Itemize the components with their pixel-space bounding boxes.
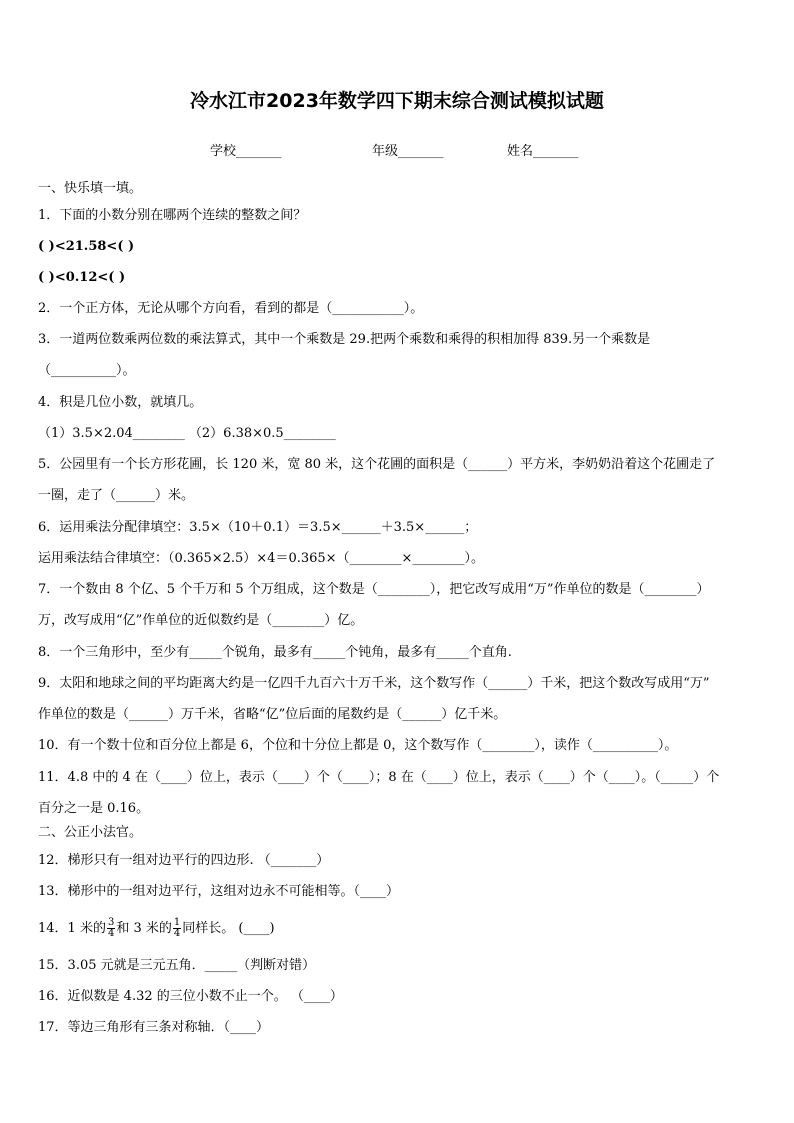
question-12: 12．梯形只有一组对边平行的四边形. （_______） [38, 853, 330, 868]
fraction-one-quarter [173, 918, 181, 939]
page-title: 冷水江市2023年数学四下期末综合测试模拟试题 [190, 90, 604, 112]
question-11: 11．4.8 中的 4 在（____）位上，表示（____）个（____）；8 在（____）位上，表示（____）个（____）。（_____）个 [38, 770, 720, 785]
fraction-three-quarters [107, 918, 115, 939]
question-13: 13．梯形中的一组对边平行，这组对边永不可能相等。（____） [38, 884, 400, 899]
question-14 [38, 916, 275, 942]
question-1: 1．下面的小数分别在哪两个连续的整数之间？ [38, 208, 307, 223]
question-2: 2．一个正方体，无论从哪个方向看，看到的都是（___________）。 [38, 301, 424, 316]
question-3: 3．一道两位数乘两位数的乘法算式，其中一个乘数是 29.把两个乘数和乘得的积相加得 839.另一个乘数是 [38, 332, 651, 347]
question-14-middle: 和 3 米的 [116, 921, 172, 936]
section-heading-1: 一、快乐填一填。 [38, 181, 143, 196]
question-1-line-a: ( )<21.58<( ) [38, 239, 135, 254]
question-16: 16．近似数是 4.32 的三位小数不止一个。 （____） [38, 989, 343, 1004]
question-6: 6．运用乘法分配律填空：3.5×（10＋0.1）＝3.5×______＋3.5×______； [38, 520, 478, 535]
fraction-numerator: 1 [173, 917, 181, 928]
name-field: 姓名_______ [507, 144, 579, 159]
question-4: 4．积是几位小数，就填几。 [38, 395, 203, 410]
question-17: 17．等边三角形有三条对称轴．（____） [38, 1020, 270, 1035]
question-9-cont: 作单位的数是（______）万千米，省略“亿”位后面的尾数约是（______）亿千米。 [38, 707, 507, 722]
question-11-cont: 百分之一是 0.16。 [38, 801, 150, 816]
question-5-cont: 一圈，走了（______）米。 [38, 488, 195, 503]
question-7: 7．一个数由 8 个亿、5 个千万和 5 个万组成，这个数是（________），把它改写成用“万”作单位的数是（________） [38, 582, 710, 597]
question-14-suffix: 同样长。 (____) [182, 921, 275, 936]
section-heading-2: 二、公正小法官。 [38, 825, 143, 840]
fraction-denominator: 4 [173, 928, 181, 939]
question-14-prefix: 14．1 米的 [38, 921, 106, 936]
question-1-line-b: ( )<0.12<( ) [38, 270, 126, 285]
grade-field: 年级_______ [372, 144, 444, 159]
question-9: 9．太阳和地球之间的平均距离大约是一亿四千九百六十万千米，这个数写作（______）千米，把这个数改写成用“万” [38, 676, 710, 691]
school-field: 学校_______ [210, 144, 282, 159]
question-5: 5．公园里有一个长方形花圃，长 120 米，宽 80 米，这个花圃的面积是（______）平方米，李奶奶沿着这个花圃走了 [38, 457, 716, 472]
question-7-cont: 万，改写成用“亿”作单位的近似数约是（________）亿。 [38, 613, 364, 628]
question-3-cont: （__________）。 [38, 363, 136, 378]
fraction-denominator: 4 [107, 928, 115, 939]
question-4-items: （1）3.5×2.04________ （2）6.38×0.5________ [38, 426, 336, 441]
question-6-cont: 运用乘法结合律填空：（0.365×2.5）×4＝0.365×（________×________）。 [38, 551, 484, 566]
question-8: 8．一个三角形中，至少有_____个锐角，最多有_____个钝角，最多有_____个直角. [38, 645, 512, 660]
question-10: 10．有一个数十位和百分位上都是 6，个位和十分位上都是 0，这个数写作（________），读作（__________）。 [38, 738, 678, 753]
question-15: 15．3.05 元就是三元五角．_____（判断对错） [38, 958, 316, 973]
fraction-numerator: 3 [107, 917, 115, 928]
